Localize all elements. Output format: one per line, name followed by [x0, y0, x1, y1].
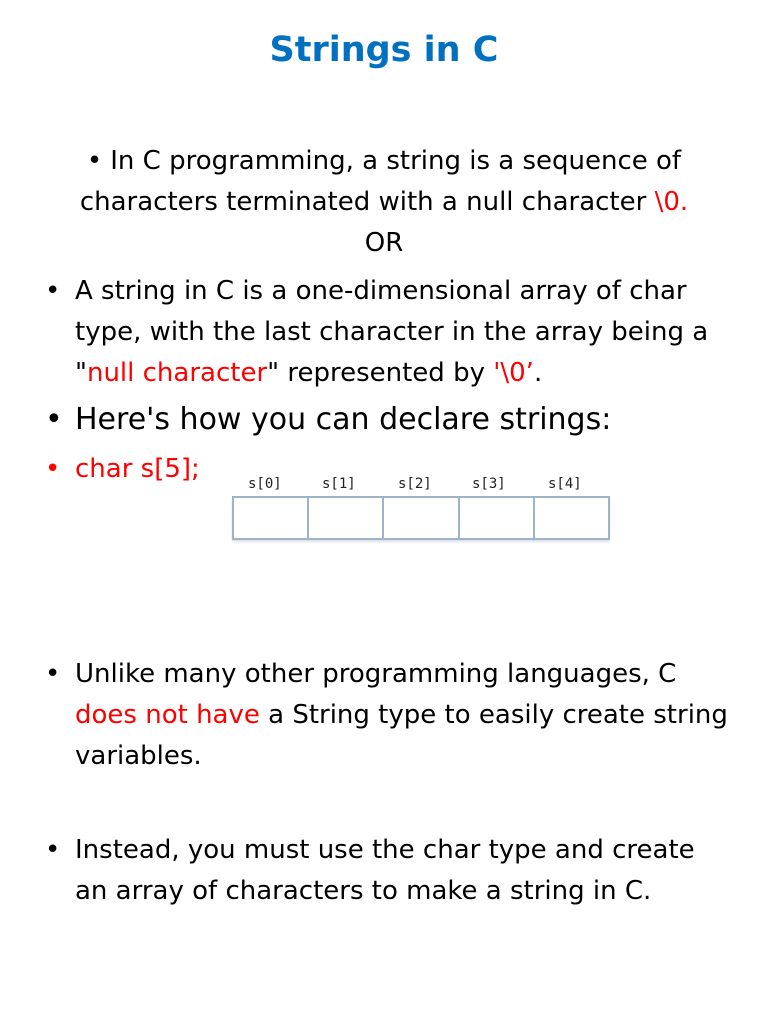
bullet-marker: • [45, 659, 61, 689]
array-index-label: s[1] [322, 476, 356, 492]
array-cell [535, 498, 608, 538]
array-cell [460, 498, 535, 538]
bullet-item-no-string-type [45, 654, 735, 777]
char-array-diagram [232, 476, 614, 546]
intro-text: In C programming, a string is a sequence of characters terminated with a null character [79, 146, 682, 217]
or-separator: OR [364, 228, 404, 258]
escape-zero-highlight: '\0’ [493, 358, 534, 388]
bullet-item-instead [45, 830, 735, 912]
array-cells [232, 496, 610, 540]
bullet-marker: • [45, 454, 61, 484]
bullet-text: a String type to easily create string variables. [75, 700, 728, 771]
bullet-marker: • [45, 276, 61, 306]
array-index-label: s[4] [548, 476, 582, 492]
bullet-text: Unlike many other programming languages, C [75, 659, 677, 689]
array-cell [384, 498, 459, 538]
bullet-text: Here's how you can declare strings: [75, 402, 612, 437]
array-cell [234, 498, 309, 538]
bullet-text: A string in C is a one-dimensional array of char type, with the last character in the array being a " [75, 276, 709, 388]
bullet-text: . [533, 358, 543, 388]
intro-paragraph [40, 141, 728, 264]
does-not-have-highlight: does not have [75, 700, 260, 730]
bullet-item-declare [45, 398, 735, 442]
slide-title: Strings in C [269, 30, 499, 70]
bullet-marker: • [45, 402, 63, 437]
bullet-item-definition [45, 271, 735, 394]
bullet-marker: • [45, 835, 61, 865]
array-index-label: s[2] [398, 476, 432, 492]
array-cell [309, 498, 384, 538]
code-example-text: char s[5]; [75, 454, 200, 484]
bullet-marker: • [86, 146, 103, 176]
array-index-label: s[3] [472, 476, 506, 492]
null-character-highlight: null character [86, 358, 268, 388]
null-char-highlight: \0. [654, 187, 689, 217]
array-index-row [242, 476, 614, 496]
bullet-text: Instead, you must use the char type and create an array of characters to make a string in C. [75, 835, 695, 906]
array-index-label: s[0] [248, 476, 282, 492]
bullet-text: " represented by [267, 358, 494, 388]
